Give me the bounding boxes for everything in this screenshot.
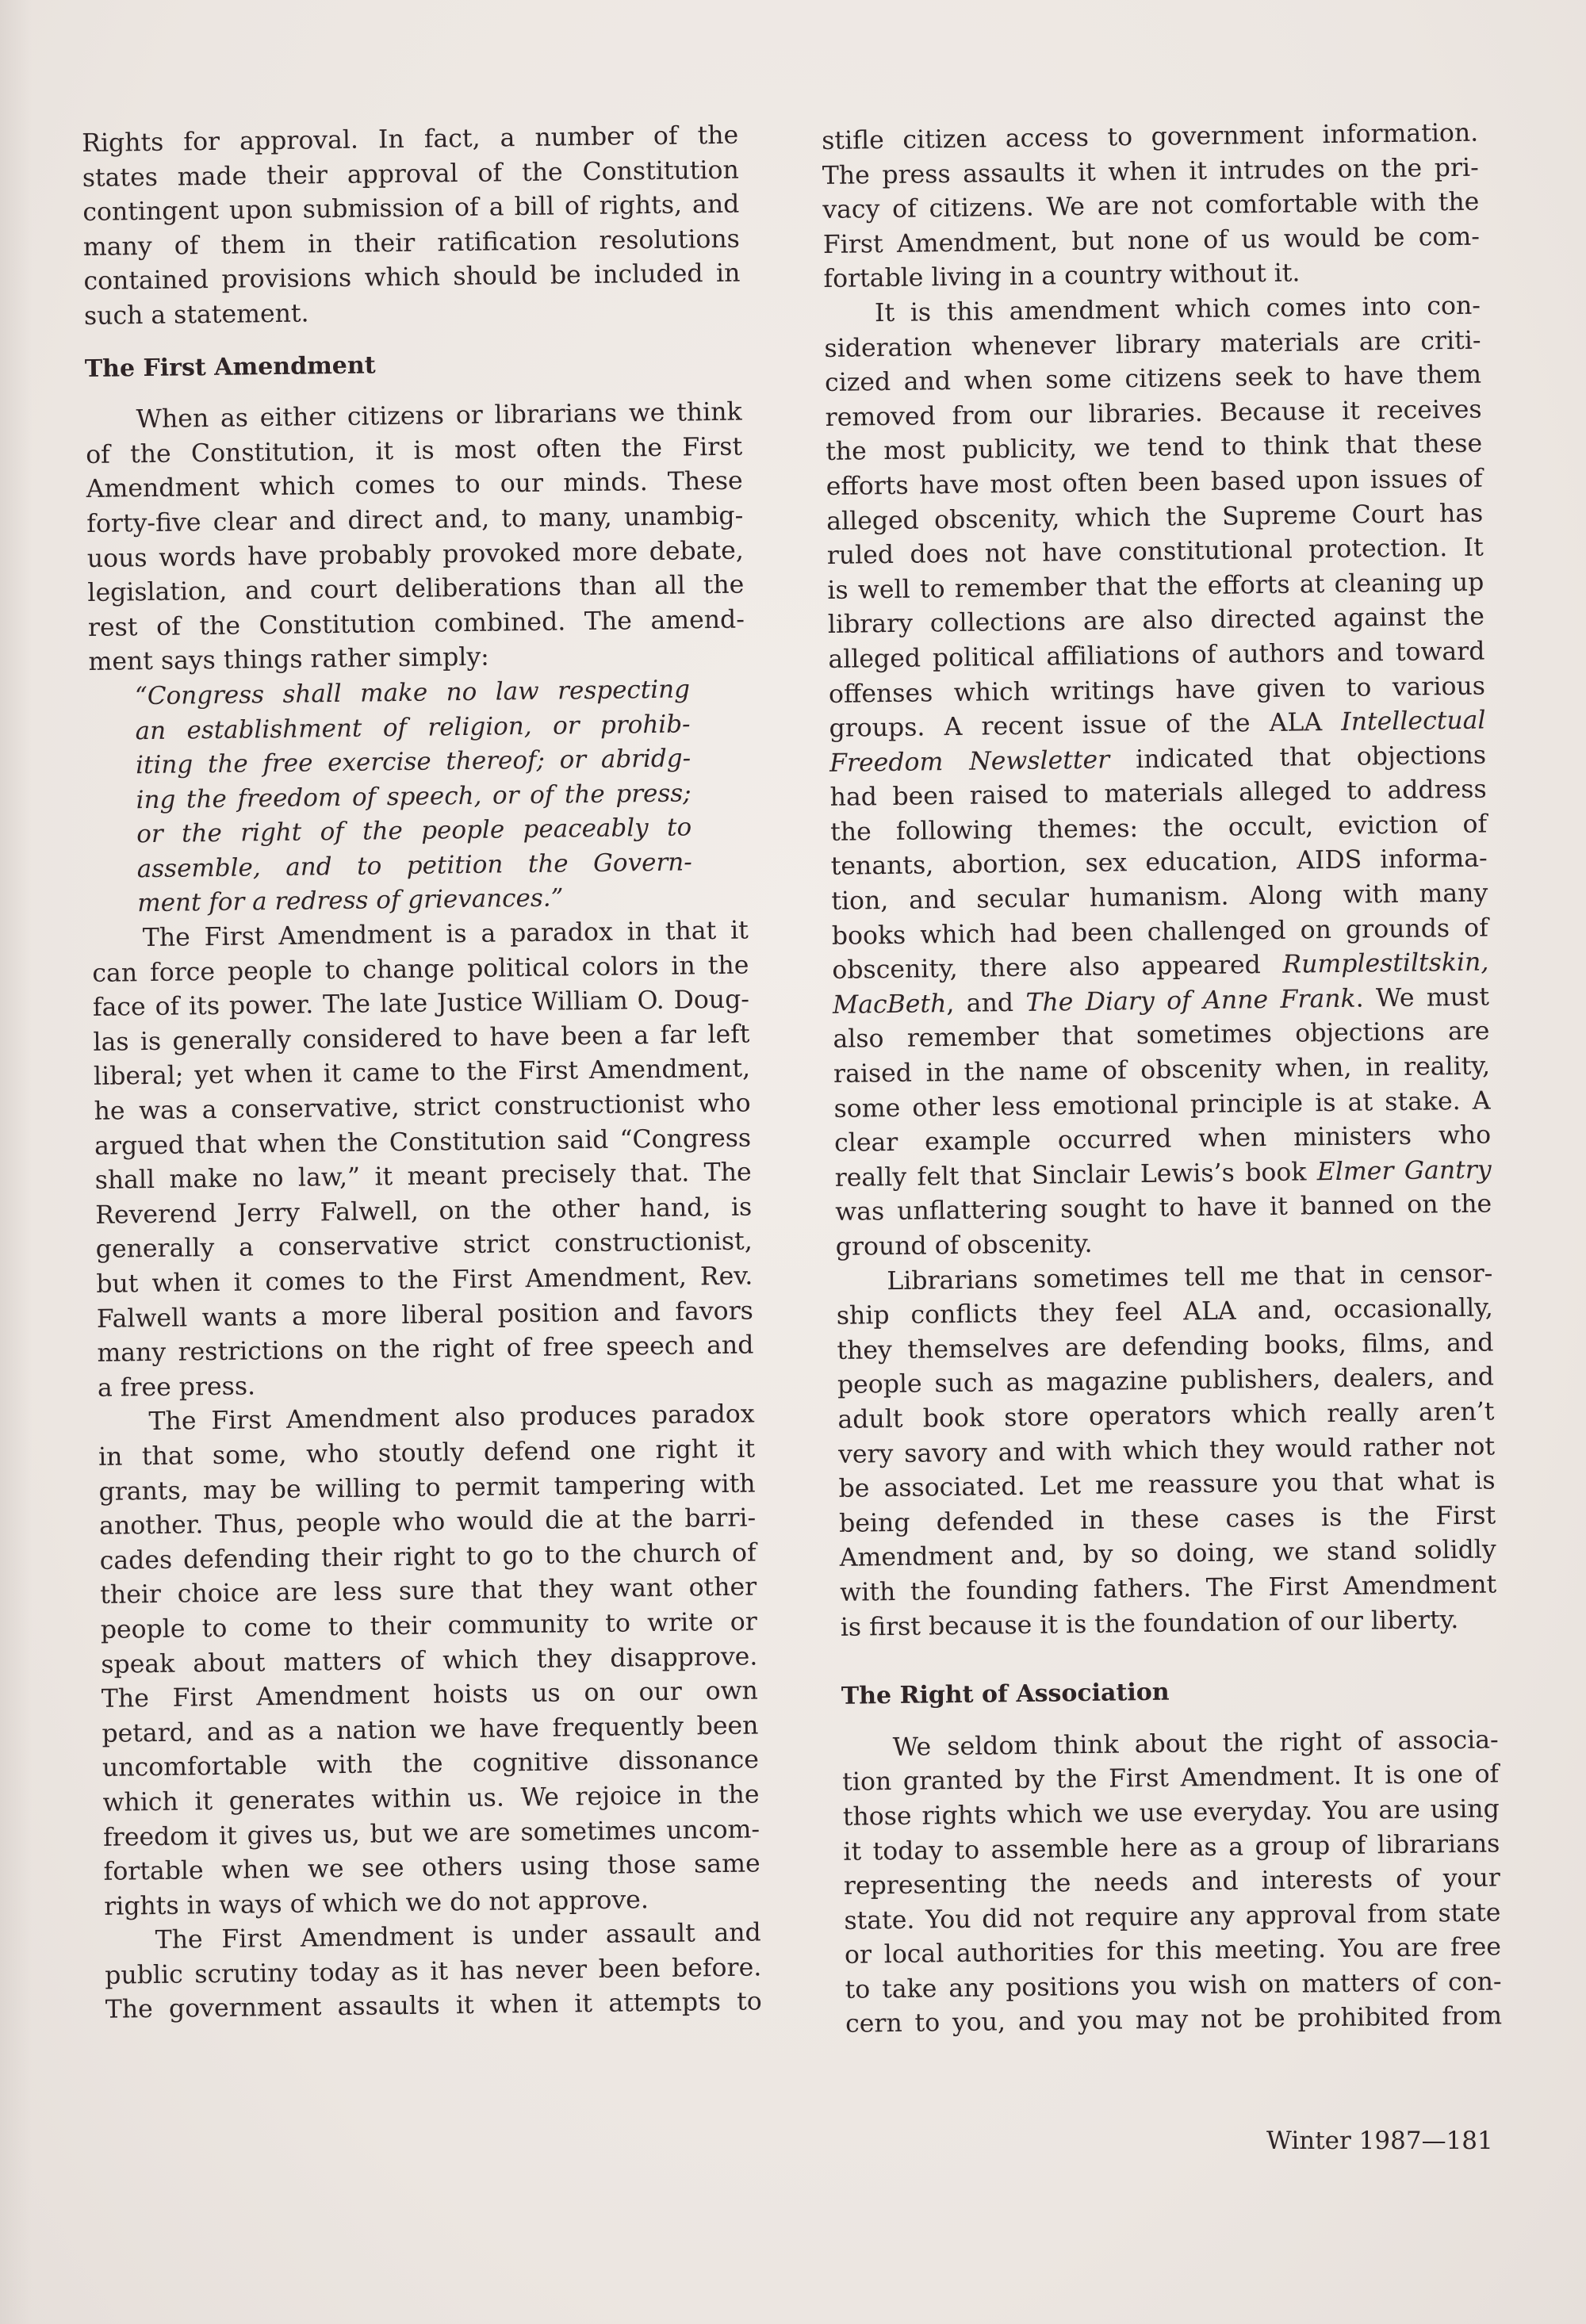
right-column: [822, 117, 1502, 2043]
section-heading-right-of-association: The Right of Association: [841, 1678, 1170, 1710]
text-line: had been raised to materials alleged to address: [829, 775, 1487, 813]
text-line: library collections are also directed against the: [827, 602, 1485, 640]
text-line: forty-five clear and direct and, to many, unambig-: [86, 501, 744, 538]
publication-title: Intellectual: [1341, 706, 1486, 737]
text-line: people to come to their community to write or: [100, 1607, 757, 1644]
quote-line: iting the free exercise thereof; or abridg-: [135, 744, 691, 780]
text-line: many of them in their ratification resolutions: [82, 224, 741, 262]
paragraph: [104, 1916, 762, 2028]
text-line: petard, and as a nation we have frequently been: [102, 1711, 759, 1748]
text-line: ground of obscenity.: [835, 1229, 1093, 1262]
text-line: First Amendment, but none of us would be com-: [822, 222, 1481, 259]
book-title: MacBeth: [832, 989, 947, 1020]
text-line: those rights which we use everyday. You are using: [842, 1794, 1500, 1832]
paragraph: [824, 289, 1492, 1265]
text-line: liberal; yet when it came to the First Amendment,: [93, 1054, 751, 1092]
quote-line: an establishment of religion, or prohib-: [135, 709, 691, 745]
text-line: or local authorities for this meeting. You are free: [844, 1932, 1502, 1970]
text-run: indicated that objections: [1109, 741, 1487, 775]
text-line: sideration whenever library materials are criti-: [824, 326, 1481, 363]
text-line: of the Constitution, it is most often the First: [85, 432, 743, 469]
publication-title: Freedom Newsletter: [829, 745, 1110, 778]
text-line: The First Amendment is a paradox in that it: [142, 916, 749, 953]
page-footer-folio: Winter 1987—181: [1266, 2127, 1493, 2155]
text-line: being defended in these cases is the First: [838, 1501, 1496, 1538]
text-line: Reverend Jerry Falwell, on the other hand, is: [95, 1193, 753, 1230]
page-edge-shadow: [0, 0, 32, 2324]
text-line: be associated. Let me reassure you that what is: [838, 1466, 1496, 1504]
text-run: , and: [946, 988, 1026, 1018]
text-line: alleged obscenity, which the Supreme Court has: [826, 499, 1484, 536]
text-line: tion, and secular humanism. Along with many: [831, 879, 1488, 916]
text-line: in that some, who stoutly defend one right it: [98, 1434, 756, 1472]
text-line: generally a conservative strict constructionist,: [95, 1227, 753, 1265]
text-line: can force people to change political colors in the: [92, 951, 749, 988]
paragraph: [841, 1723, 1502, 2043]
book-title: Rumplestiltskin,: [1282, 948, 1489, 980]
text-line: is well to remember that the efforts at cleaning up: [827, 568, 1484, 605]
text-line: cern to you, and you may not be prohibited from: [845, 2001, 1503, 2039]
text-line: which it generates within us. We rejoice in the: [102, 1780, 760, 1817]
text-line: contained provisions which should be included in: [83, 258, 741, 297]
text-line: but when it comes to the First Amendment, Rev.: [96, 1262, 753, 1299]
quote-line: assemble, and to petition the Govern-: [136, 848, 692, 884]
text-line: Librarians sometimes tell me that in censor-: [887, 1259, 1493, 1296]
text-line: clear example occurred when ministers who: [833, 1120, 1492, 1158]
text-line: tion granted by the First Amendment. It is one of: [842, 1759, 1500, 1798]
text-line: raised in the name of obscenity when, in reality,: [833, 1051, 1491, 1089]
text-line: offenses which writings have given to various: [828, 672, 1486, 709]
text-line: very savory and with which they would rather not: [837, 1432, 1496, 1469]
quote-line: ment for a redress of grievances.”: [137, 883, 564, 918]
text-line: another. Thus, people who would die at the barri-: [98, 1503, 757, 1541]
text-line: they themselves are defending books, films, and: [837, 1328, 1494, 1365]
section-heading-first-amendment: The First Amendment: [84, 350, 376, 383]
text-line: freedom it gives us, but we are sometimes uncom-: [102, 1814, 760, 1852]
book-title: The Diary of Anne Frank: [1025, 984, 1356, 1017]
text-run: groups. A recent issue of the ALA: [829, 707, 1342, 744]
text-line: was unflattering sought to have it banned on the: [835, 1189, 1492, 1227]
text-line: state. You did not require any approval from state: [844, 1898, 1501, 1935]
text-line: argued that when the Constitution said “Congress: [94, 1124, 752, 1161]
text-line: speak about matters of which they disapprove.: [101, 1641, 758, 1679]
paragraph: [836, 1257, 1497, 1645]
text-line: tenants, abortion, sex education, AIDS informa-: [830, 844, 1488, 882]
text-line: The First Amendment is under assault and: [155, 1918, 761, 1955]
quote-line: “Congress shall make no law respecting: [134, 675, 691, 711]
text-line: ment says things rather simply:: [88, 642, 489, 677]
text-line: he was a conservative, strict constructionist who: [94, 1089, 751, 1126]
quote-line: or the right of the people peaceably to: [136, 813, 692, 849]
text-line: also remember that sometimes objections are: [833, 1017, 1490, 1055]
text-line: face of its power. The late Justice William O. Doug-: [92, 985, 750, 1023]
text-line: fortable living in a country without it.: [823, 258, 1301, 294]
text-line: a free press.: [97, 1372, 256, 1403]
text-line: efforts have most often been based upon issues of: [826, 464, 1483, 501]
paragraph: [98, 1398, 760, 1924]
text-line: It is this amendment which comes into con-: [874, 291, 1481, 328]
text-line: contingent upon submission of a bill of rights, and: [82, 190, 740, 228]
text-line: states made their approval of the Constitution: [82, 155, 739, 193]
text-line: their choice are less sure that they want other: [100, 1572, 757, 1610]
text-line: public scrutiny today as it has never been before.: [105, 1953, 762, 1990]
text-line: Amendment which comes to our minds. These: [86, 466, 743, 504]
text-line: to take any positions you wish on matters of con-: [845, 1967, 1502, 2004]
text-line: some other less emotional principle is at stake. A: [833, 1086, 1491, 1124]
text-line: adult book store operators which really aren’t: [837, 1397, 1495, 1434]
text-line: shall make no law,” it meant precisely that. The: [94, 1158, 752, 1196]
text-line: legislation, and court deliberations than all the: [87, 570, 745, 608]
text-line: the following themes: the occult, eviction of: [829, 810, 1488, 847]
text-line: vacy of citizens. We are not comfortable with the: [822, 187, 1480, 225]
block-quote: [89, 672, 749, 922]
text-line: Rights for approval. In fact, a number of the: [82, 121, 739, 158]
text-line: The government assaults it when it attempts to: [105, 1987, 763, 2025]
text-line: the most publicity, we tend to think that these: [825, 429, 1483, 467]
text-line: such a statement.: [83, 299, 309, 331]
text-line: representing the needs and interests of your: [843, 1863, 1501, 1901]
paragraph: [85, 396, 745, 680]
text-line: rights in ways of which we do not approve.: [103, 1885, 649, 1921]
text-line: removed from our libraries. Because it receives: [825, 395, 1482, 432]
quote-line: ing the freedom of speech, or of the press;: [136, 779, 691, 814]
text-line: Amendment and, by so doing, we stand solidly: [839, 1535, 1496, 1573]
book-title: Elmer Gantry: [1316, 1155, 1492, 1187]
text-line: grants, may be willing to permit tampering with: [98, 1469, 756, 1507]
paragraph-continued: [822, 117, 1481, 297]
text-line: books which had been challenged on grounds of: [831, 913, 1489, 951]
text-run: really felt that Sinclair Lewis’s book: [834, 1158, 1318, 1193]
text-line: is first because it is the foundation of our liberty.: [840, 1605, 1459, 1642]
text-line: many restrictions on the right of free speech and: [97, 1330, 754, 1369]
text-line: las is generally considered to have been a far left: [93, 1020, 750, 1057]
text-line: ship conflicts they feel ALA and, occasionally,: [836, 1293, 1494, 1331]
text-line: We seldom think about the right of associa-: [892, 1725, 1499, 1762]
text-line: cized and when some citizens seek to have them: [824, 360, 1482, 398]
text-line: uous words have probably provoked more debate,: [86, 536, 745, 573]
text-line: it today to assemble here as a group of librarians: [843, 1828, 1500, 1866]
text-line: uncomfortable with the cognitive dissonance: [102, 1745, 760, 1783]
text-line: ruled does not have constitutional protection. It: [826, 533, 1484, 571]
text-line: rest of the Constitution combined. The amend-: [87, 605, 745, 642]
left-column: [82, 119, 762, 2028]
text-line: cades defending their right to go to the church of: [99, 1538, 757, 1575]
text-line: people such as magazine publishers, dealers, and: [837, 1362, 1495, 1400]
text-line: with the founding fathers. The First Amendment: [840, 1570, 1497, 1607]
text-line: alleged political affiliations of authors and toward: [828, 637, 1485, 674]
text-line: The press assaults it when it intrudes on the pri-: [822, 153, 1479, 190]
paragraph: [92, 914, 755, 1407]
paragraph-continued: [82, 119, 741, 335]
text-line: stifle citizen access to government information.: [822, 118, 1479, 155]
text-line: When as either citizens or librarians we think: [136, 397, 742, 435]
text-line: The First Amendment also produces paradox: [148, 1399, 755, 1437]
text-line: Falwell wants a more liberal position and favors: [96, 1296, 754, 1334]
text-run: . We must: [1355, 982, 1490, 1013]
text-line: fortable when we see others using those same: [103, 1849, 760, 1886]
text-run: obscenity, there also appeared: [832, 951, 1283, 986]
text-line: The First Amendment hoists us on our own: [101, 1676, 759, 1713]
